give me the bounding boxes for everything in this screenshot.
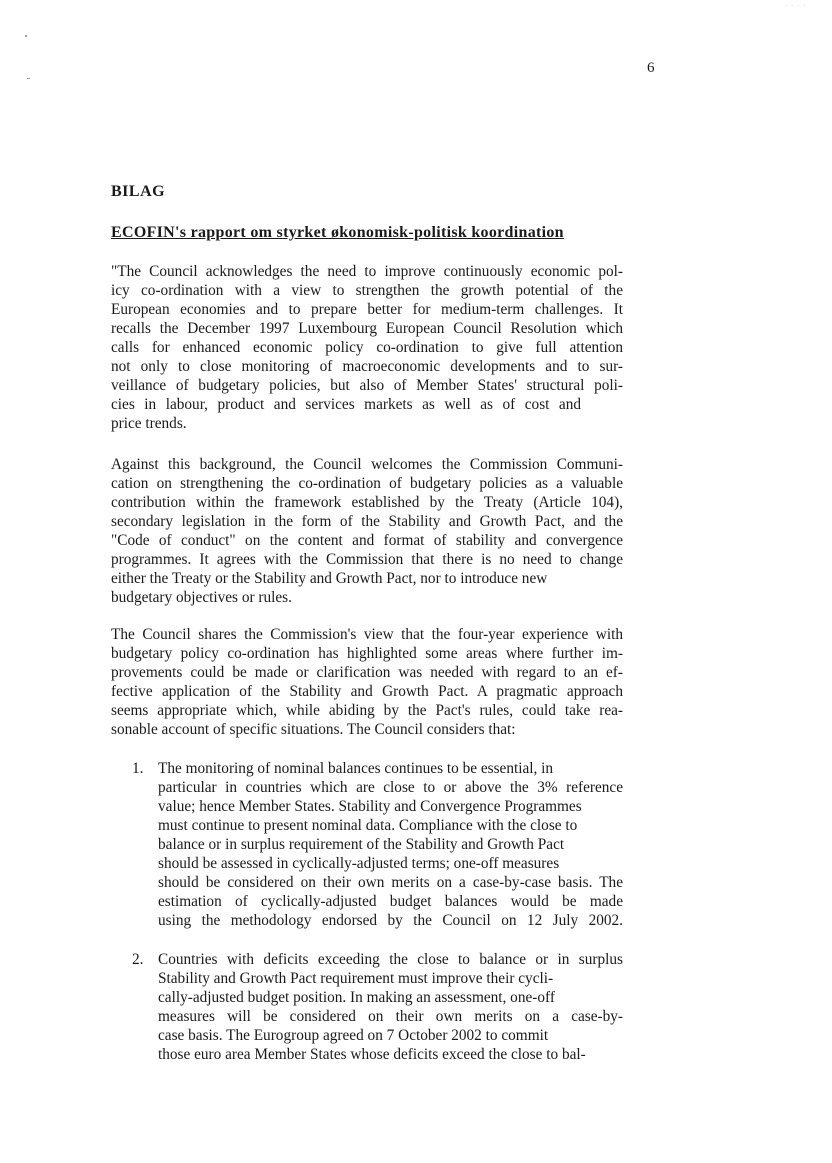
scan-speck: [27, 78, 30, 79]
paragraph-council-shares: [111, 625, 623, 739]
list-item-line: should be considered on their own merits on a case-by-case basis. The: [158, 874, 623, 891]
paragraph-line: European economies and to prepare better for medium-term challenges. It: [111, 301, 623, 318]
paragraph-line: budgetary policy co-ordination has highlighted some areas where further im-: [111, 645, 623, 662]
paragraph-line: not only to close monitoring of macroeconomic developments and to sur-: [111, 358, 623, 375]
paragraph-line: price trends.: [111, 415, 187, 432]
list-item-line: value; hence Member States. Stability and Convergence Programmes: [158, 798, 582, 815]
paragraph-line: recalls the December 1997 Luxembourg European Council Resolution which: [111, 320, 623, 337]
section-subheading: ECOFIN's rapport om styrket økonomisk-politisk koordination: [111, 224, 564, 241]
list-item-line: should be assessed in cyclically-adjusted terms; one-off measures: [158, 855, 560, 872]
paragraph-line: cies in labour, product and services markets as well as of cost and: [111, 396, 581, 413]
paragraph-line: calls for enhanced economic policy co-ordination to give full attention: [111, 339, 623, 356]
paragraph-line: provements could be made or clarification was needed with regard to an ef-: [111, 664, 623, 681]
paragraph-line: veillance of budgetary policies, but also of Member States' structural poli-: [111, 377, 623, 394]
paragraph-line: icy co-ordination with a view to strengthen the growth potential of the: [111, 282, 623, 299]
paragraph-line: programmes. It agrees with the Commission that there is no need to change: [111, 551, 623, 568]
paragraph-line: "The Council acknowledges the need to improve continuously economic pol-: [111, 263, 623, 280]
list-item-line: The monitoring of nominal balances continues to be essential, in: [158, 760, 554, 777]
paragraph-line: cation on strengthening the co-ordination of budgetary policies as a valuable: [111, 475, 623, 492]
paragraph-line: either the Treaty or the Stability and Growth Pact, nor to introduce new: [111, 570, 548, 587]
list-item-number: 1.: [132, 760, 144, 777]
list-item-line: must continue to present nominal data. Compliance with the close to: [158, 817, 578, 834]
list-item-line: those euro area Member States whose deficits exceed the close to bal-: [158, 1046, 586, 1063]
list-item-line: Countries with deficits exceeding the close to balance or in surplus: [158, 951, 623, 968]
list-item-body: [158, 950, 623, 1064]
list-item: [132, 759, 623, 934]
paragraph-line: budgetary objectives or rules.: [111, 589, 292, 606]
paragraph-line: fective application of the Stability and Growth Pact. A pragmatic approach: [111, 683, 623, 700]
scan-corner-mark: · · · ·: [785, 2, 807, 10]
section-heading: BILAG: [111, 183, 166, 200]
scan-speck: [25, 35, 27, 37]
list-item-line: balance or in surplus requirement of the Stability and Growth Pact: [158, 836, 565, 853]
paragraph-line: The Council shares the Commission's view that the four-year experience with: [111, 626, 623, 643]
paragraph-line: "Code of conduct" on the content and format of stability and convergence: [111, 532, 623, 549]
list-item-line: using the methodology endorsed by the Council on 12 July 2002.: [158, 912, 623, 929]
paragraph-line: sonable account of specific situations. The Council considers that:: [111, 721, 516, 738]
list-item-number: 2.: [132, 951, 144, 968]
list-item-body: [158, 759, 623, 930]
list-item-line: estimation of cyclically-adjusted budget balances would be made: [158, 893, 623, 910]
page-number: 6: [647, 60, 655, 76]
list-item: [132, 950, 623, 1070]
list-item-line: measures will be considered on their own merits on a case-by-: [158, 1008, 623, 1025]
list-item-line: particular in countries which are close to or above the 3% reference: [158, 779, 623, 796]
paragraph-council-acknowledges: [111, 262, 623, 433]
list-item-line: case basis. The Eurogroup agreed on 7 October 2002 to commit: [158, 1027, 549, 1044]
list-item-line: Stability and Growth Pact requirement must improve their cycli-: [158, 970, 554, 987]
paragraph-line: contribution within the framework established by the Treaty (Article 104),: [111, 494, 623, 511]
paragraph-line: seems appropriate which, while abiding by the Pact's rules, could take rea-: [111, 702, 623, 719]
list-item-line: cally-adjusted budget position. In making an assessment, one-off: [158, 989, 555, 1006]
paragraph-against-this-background: [111, 455, 623, 607]
paragraph-line: Against this background, the Council welcomes the Commission Communi-: [111, 456, 623, 473]
paragraph-line: secondary legislation in the form of the Stability and Growth Pact, and the: [111, 513, 623, 530]
